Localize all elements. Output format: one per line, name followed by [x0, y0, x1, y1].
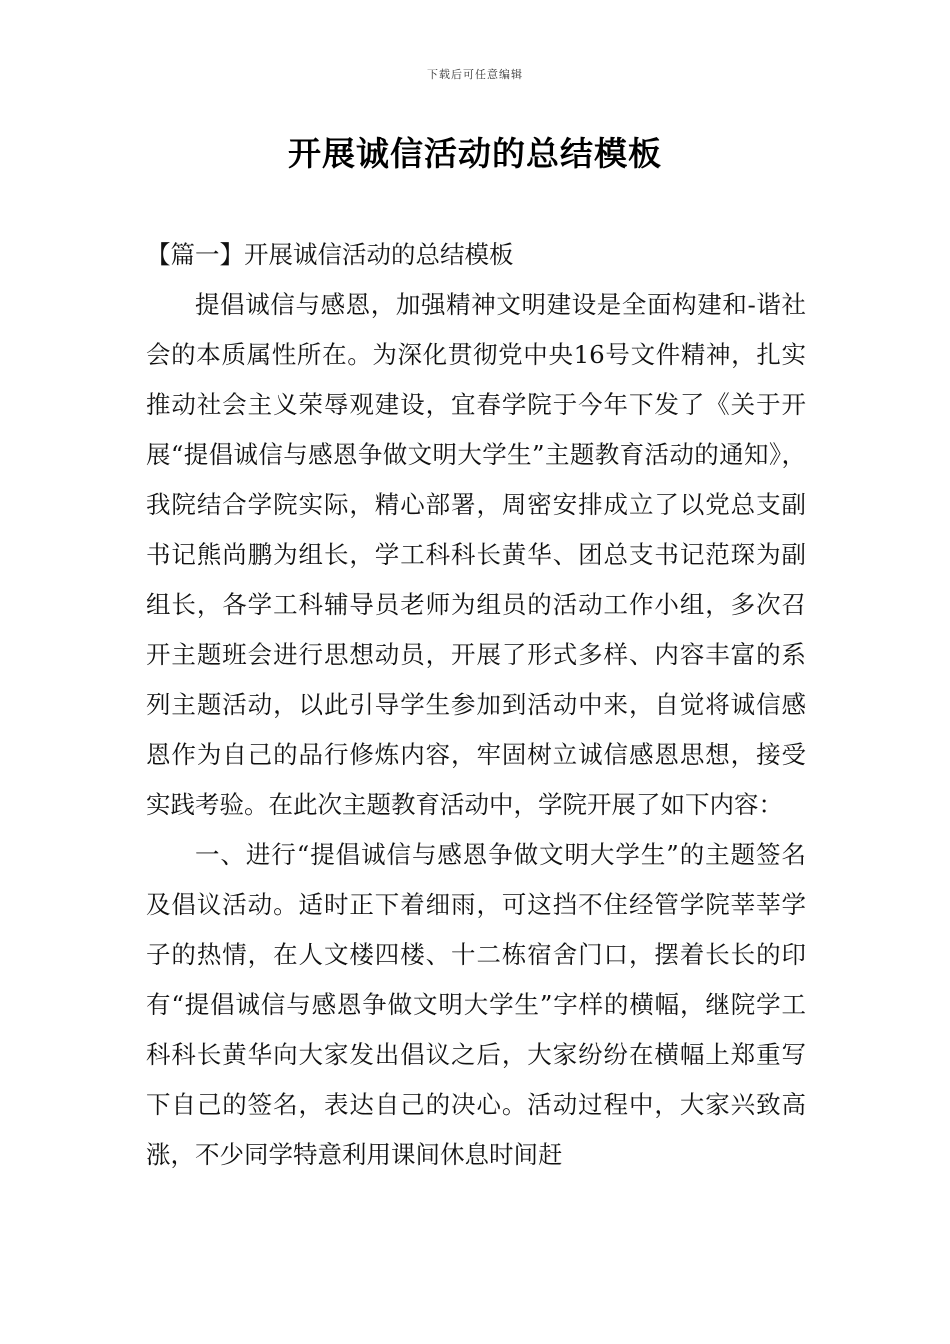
paragraph-intro: 提倡诚信与感恩，加强精神文明建设是全面构建和-谐社会的本质属性所在。为深化贯彻党中央16号文件精神，扎实推动社会主义荣辱观建设，宜春学院于今年下发了《关于开展“提倡诚信与感恩争做文明大学生”主题教育活动的通知》，我院结合学院实际，精心部署，周密安排成立了以党总支副书记熊尚鹏为组长，学工科科长黄华、团总支书记范琛为副组长，各学工科辅导员老师为组员的活动工作小组，多次召开主题班会进行思想动员，开展了形式多样、内容丰富的系列主题活动，以此引导学生参加到活动中来，自觉将诚信感恩作为自己的品行修炼内容，牢固树立诚信感恩思想，接受实践考验。在此次主题教育活动中，学院开展了如下内容： — [146, 290, 806, 819]
document-title: 开展诚信活动的总结模板 — [288, 134, 662, 173]
document-body — [146, 230, 806, 1180]
section-heading: 【篇一】开展诚信活动的总结模板 — [146, 240, 514, 269]
download-note: 下载后可任意编辑 — [427, 68, 523, 81]
paragraph-item-one: 一、进行“提倡诚信与感恩争做文明大学生”的主题签名及倡议活动。适时正下着细雨，可这挡不住经管学院莘莘学子的热情，在人文楼四楼、十二栋宿舍门口，摆着长长的印有“提倡诚信与感恩争做文明大学生”字样的横幅，继院学工科科长黄华向大家发出倡议之后，大家纷纷在横幅上郑重写下自己的签名，表达自己的决心。活动过程中，大家兴致高涨，不少同学特意利用课间休息时间赶 — [146, 840, 806, 1169]
